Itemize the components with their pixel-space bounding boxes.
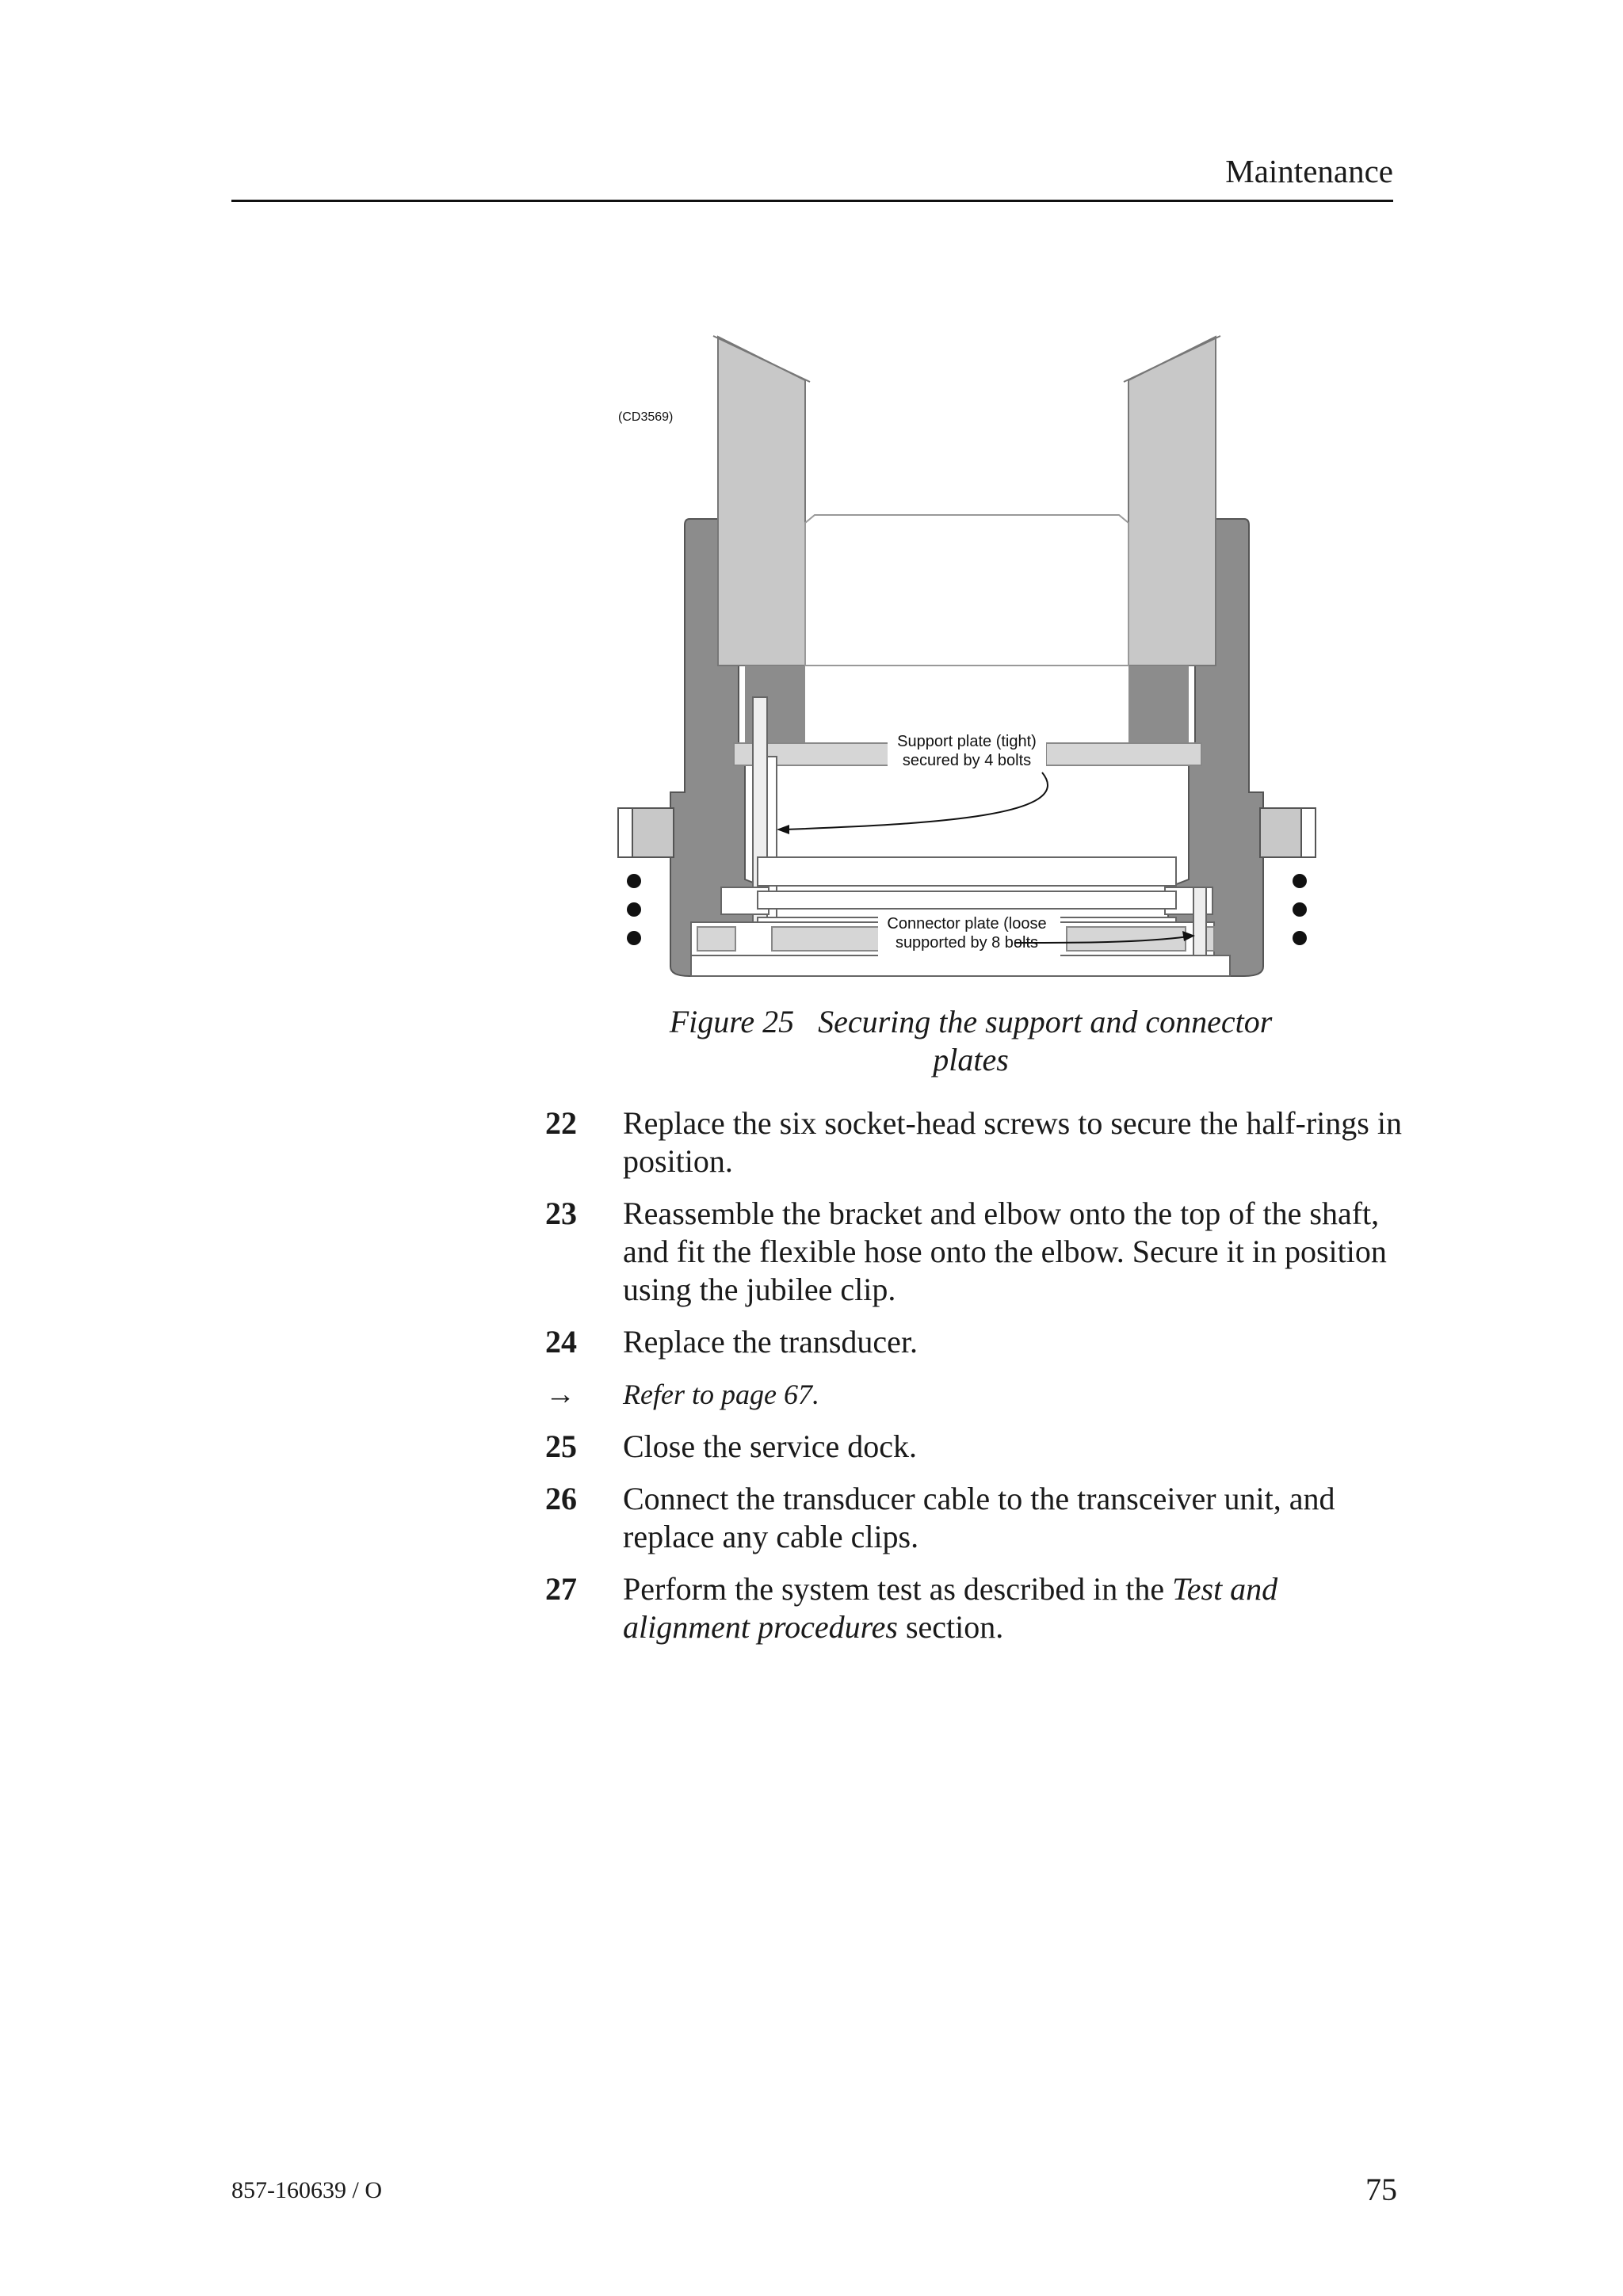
support-plate-label-line2: secured by 4 bolts [902, 752, 1032, 769]
step-text: Replace the six socket-head screws to secure the half-rings in position. [623, 1105, 1402, 1179]
support-plate-label-line1: Support plate (tight) [897, 733, 1037, 750]
step-26 [545, 1480, 1405, 1556]
step-25 [545, 1428, 1405, 1466]
step-22 [545, 1104, 1405, 1180]
step-text: Close the service dock. [623, 1428, 917, 1464]
figure-caption [602, 1003, 1339, 1079]
figure-caption-line1: Figure 25 Securing the support and connector [669, 1004, 1273, 1039]
section-reference: Test and alignment procedures [623, 1571, 1278, 1645]
step-27 [545, 1570, 1405, 1646]
step-number: 22 [545, 1105, 577, 1141]
header-rule [231, 200, 1393, 202]
step-text: Reassemble the bracket and elbow onto the top of the shaft, and fit the flexible hose onto the elbow. Secure it in position using the jubilee clip. [623, 1196, 1387, 1307]
step-number: 24 [545, 1324, 577, 1360]
connector-plate-label-line2: supported by 8 bolts [895, 934, 1039, 952]
figure-25-diagram [602, 333, 1331, 982]
page-reference [545, 1375, 1405, 1413]
step-text: Connect the transducer cable to the transceiver unit, and replace any cable clips. [623, 1481, 1335, 1554]
procedure-steps [545, 1104, 1405, 1661]
support-plate-right [1046, 743, 1201, 765]
reference-text: Refer to page 67. [623, 1379, 819, 1410]
step-text-start: Perform the system test as described in the [623, 1571, 1173, 1607]
inner-bore [805, 515, 1128, 666]
support-leader [785, 772, 1048, 830]
step-23 [545, 1195, 1405, 1309]
step-number: 23 [545, 1196, 577, 1231]
step-text-end: section. [897, 1609, 1004, 1645]
shaft-wall-right [1128, 337, 1216, 666]
step-number: 27 [545, 1571, 577, 1607]
step-number: 25 [545, 1428, 577, 1464]
connector-plate-label-line1: Connector plate (loose [887, 915, 1047, 933]
upper-ring [758, 857, 1176, 886]
page-number: 75 [1365, 2172, 1397, 2207]
shaft-wall-left [718, 337, 805, 666]
bolt-right [1193, 887, 1206, 955]
drawing-code: (CD3569) [618, 410, 674, 424]
running-header: Maintenance [1225, 153, 1393, 189]
step-number: 26 [545, 1481, 577, 1516]
figure-caption-line2: plates [933, 1042, 1009, 1077]
document-number: 857-160639 / O [231, 2177, 382, 2203]
arrow-icon: → [545, 1378, 575, 1411]
base-ring [691, 955, 1230, 976]
step-text [623, 1570, 1405, 1646]
step-24 [545, 1323, 1405, 1361]
step-text: Replace the transducer. [623, 1324, 918, 1360]
